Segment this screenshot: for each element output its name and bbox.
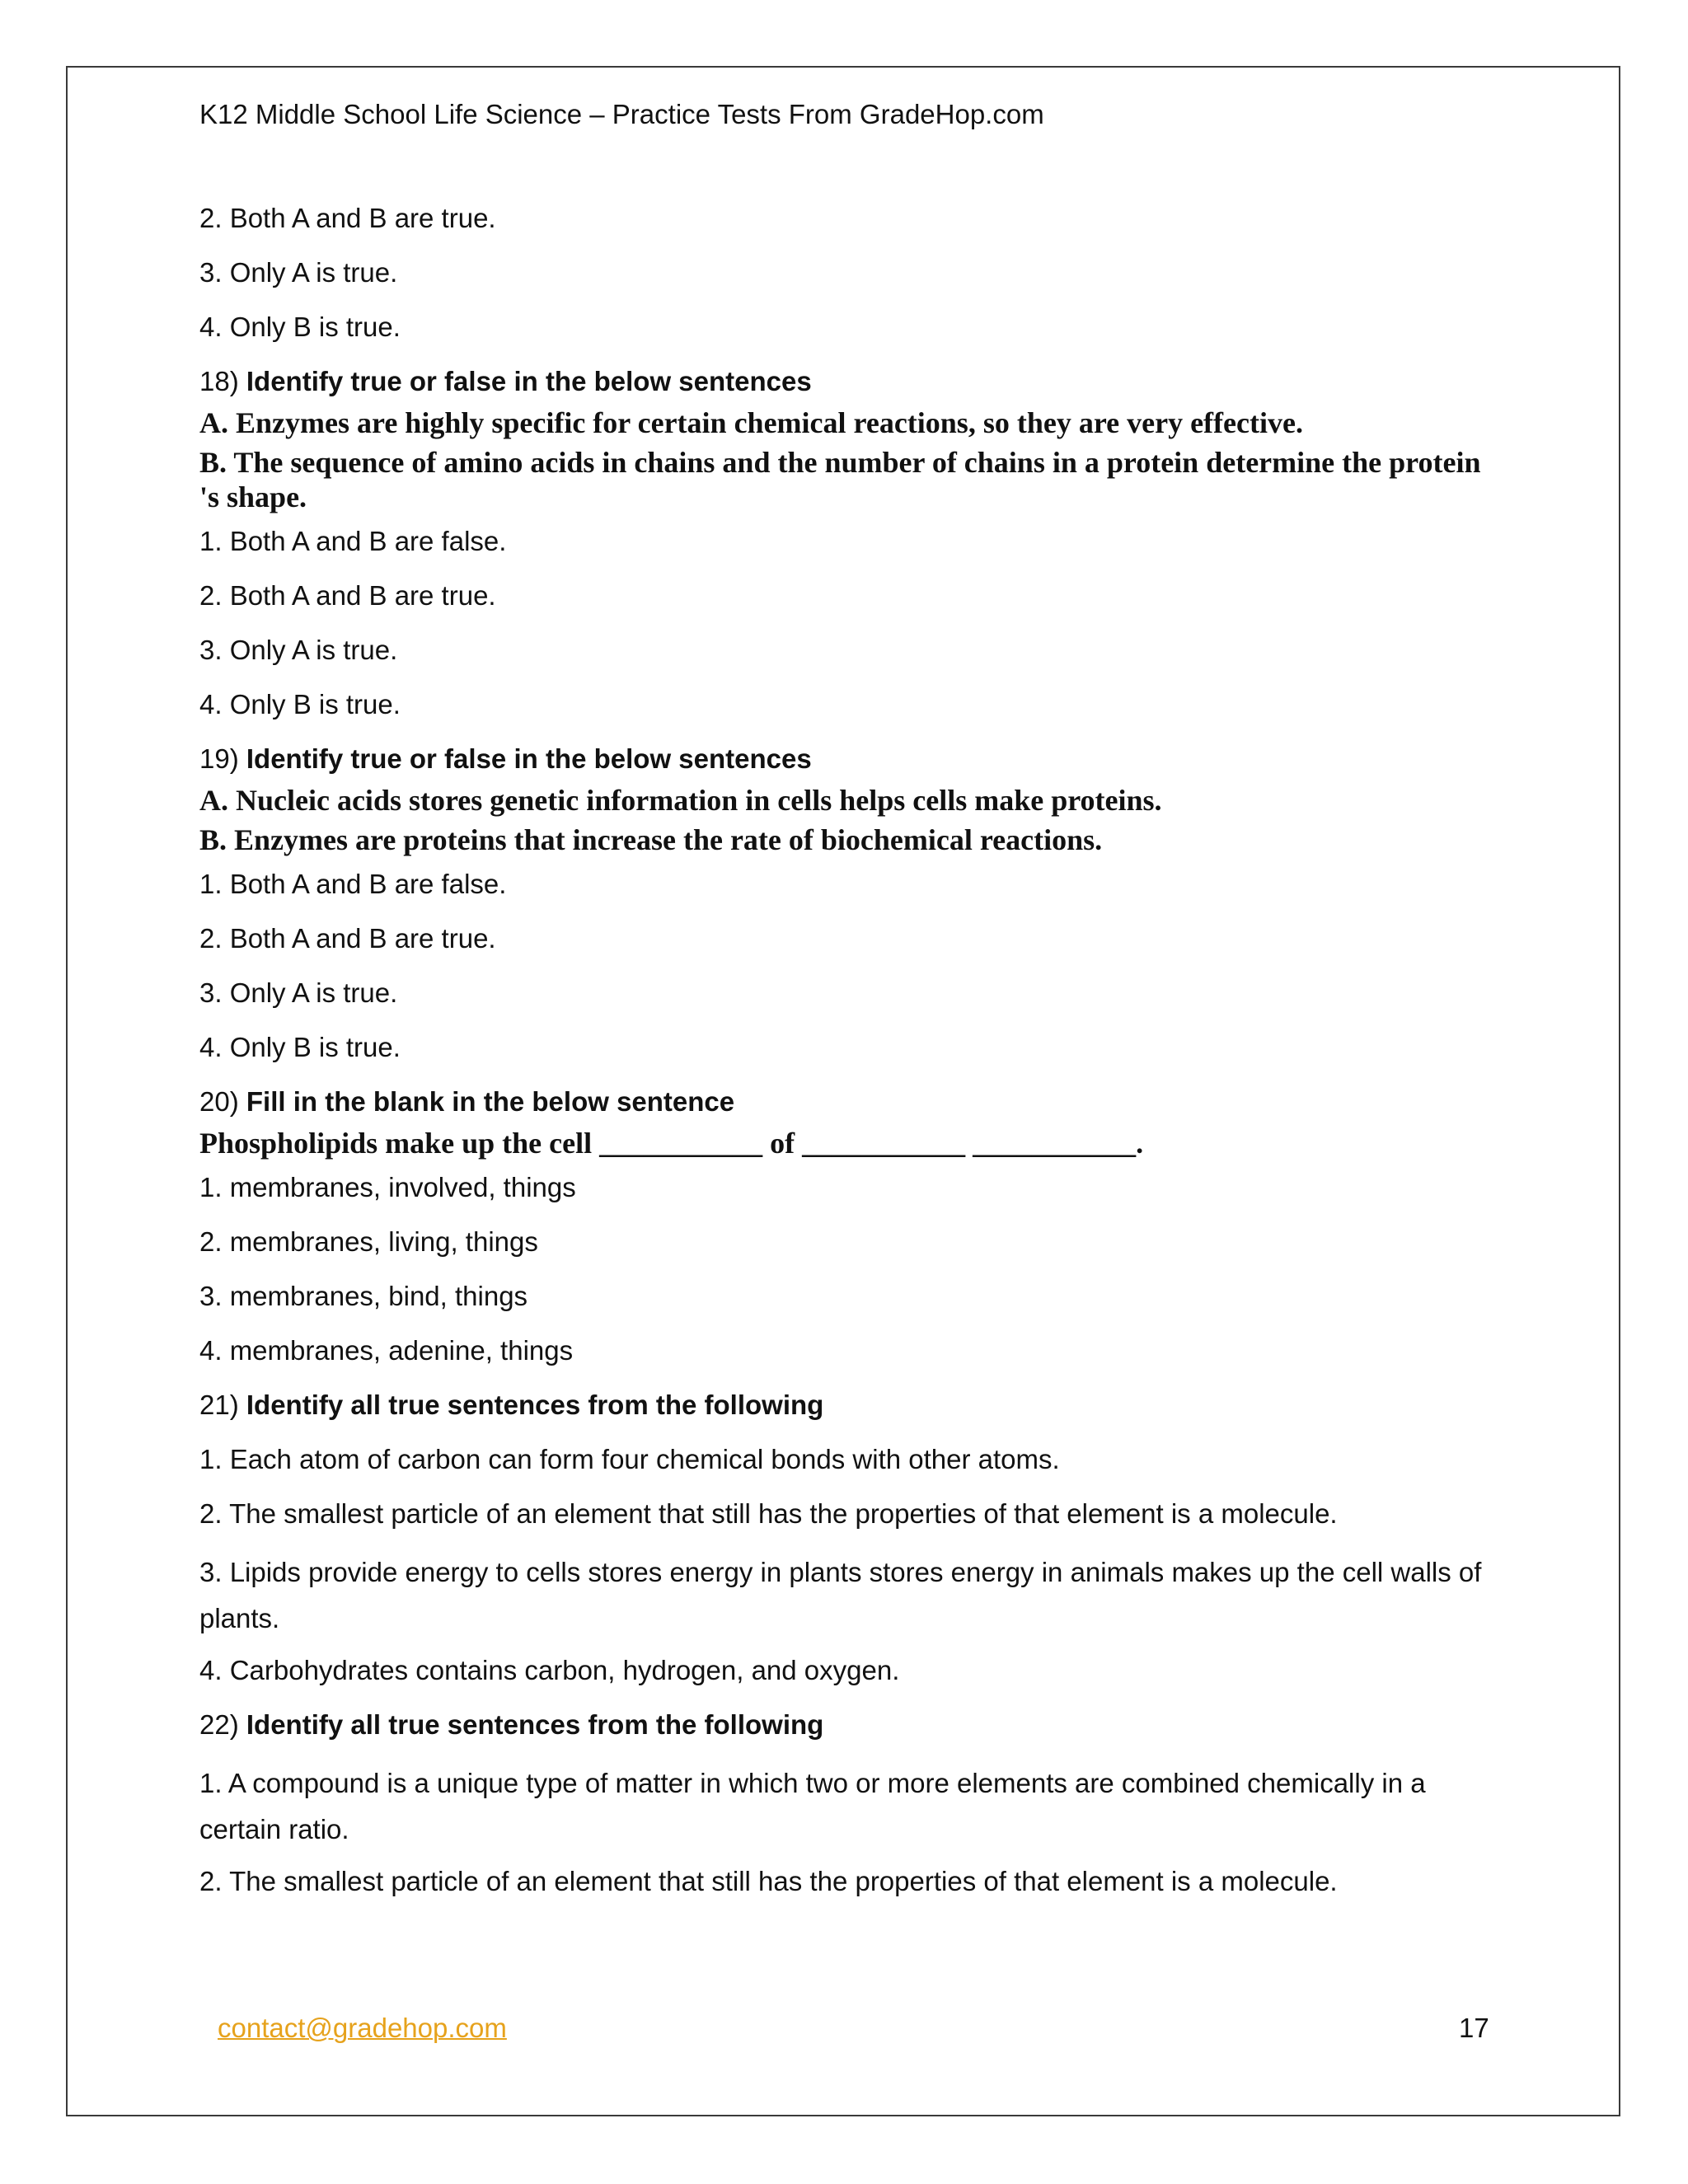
question-18 bbox=[199, 363, 1485, 724]
option: 4. Only B is true. bbox=[199, 1032, 401, 1062]
contact-email-link[interactable]: contact@gradehop.com bbox=[218, 2013, 507, 2043]
option: 2. The smallest particle of an element that still has the properties of that element is a molecule. bbox=[199, 1498, 1338, 1529]
statement-a: A. Nucleic acids stores genetic information in cells helps cells make proteins. bbox=[199, 784, 1162, 817]
question-number: 22) bbox=[199, 1709, 239, 1740]
option: 2. Both A and B are true. bbox=[199, 203, 496, 233]
question-21 bbox=[199, 1386, 1485, 1690]
page-header: K12 Middle School Life Science – Practice Tests From GradeHop.com bbox=[199, 99, 1044, 129]
question-19 bbox=[199, 740, 1485, 1066]
statement-a: A. Enzymes are highly specific for certain chemical reactions, so they are very effective. bbox=[199, 406, 1303, 439]
question-number: 19) bbox=[199, 743, 239, 774]
option: 1. A compound is a unique type of matter in which two or more elements are combined chemically in a certain ratio. bbox=[199, 1768, 1426, 1844]
option: 2. Both A and B are true. bbox=[199, 923, 496, 954]
question-heading bbox=[199, 1706, 1485, 1744]
option: 2. membranes, living, things bbox=[199, 1226, 538, 1257]
question-heading bbox=[199, 363, 1485, 401]
question-heading bbox=[199, 1083, 1485, 1121]
option: 1. Both A and B are false. bbox=[199, 526, 507, 556]
question-heading bbox=[199, 740, 1485, 778]
question-prompt: Identify all true sentences from the following bbox=[246, 1390, 824, 1420]
option: 3. Only A is true. bbox=[199, 635, 398, 665]
option: 2. The smallest particle of an element that still has the properties of that element is a molecule. bbox=[199, 1866, 1338, 1896]
option: 1. Each atom of carbon can form four chemical bonds with other atoms. bbox=[199, 1444, 1060, 1474]
option: 3. Only A is true. bbox=[199, 977, 398, 1008]
option: 4. membranes, adenine, things bbox=[199, 1335, 574, 1366]
question-prompt: Identify true or false in the below sentences bbox=[246, 743, 812, 774]
statement-b: B. The sequence of amino acids in chains and the number of chains in a protein determine the protein 's shape. bbox=[199, 446, 1481, 513]
question-number: 21) bbox=[199, 1390, 239, 1420]
option: 2. Both A and B are true. bbox=[199, 580, 496, 611]
question-number: 18) bbox=[199, 366, 239, 396]
question-prompt: Identify all true sentences from the following bbox=[246, 1709, 824, 1740]
page-content bbox=[199, 199, 1485, 1917]
option: 1. Both A and B are false. bbox=[199, 869, 507, 899]
question-20 bbox=[199, 1083, 1485, 1370]
page-number: 17 bbox=[1459, 2013, 1489, 2043]
statement-b: B. Enzymes are proteins that increase the rate of biochemical reactions. bbox=[199, 823, 1103, 856]
option: 4. Only B is true. bbox=[199, 312, 401, 342]
option: 3. Only A is true. bbox=[199, 257, 398, 288]
carryover-options bbox=[199, 199, 1485, 346]
question-heading bbox=[199, 1386, 1485, 1424]
question-22 bbox=[199, 1706, 1485, 1900]
question-prompt: Identify true or false in the below sentences bbox=[246, 366, 812, 396]
option: 4. Carbohydrates contains carbon, hydrogen, and oxygen. bbox=[199, 1655, 900, 1685]
option: 1. membranes, involved, things bbox=[199, 1172, 576, 1202]
question-prompt: Fill in the blank in the below sentence bbox=[246, 1086, 735, 1117]
question-number: 20) bbox=[199, 1086, 239, 1117]
option: 3. membranes, bind, things bbox=[199, 1281, 528, 1311]
option: 3. Lipids provide energy to cells stores energy in plants stores energy in animals makes up the cell walls of plants. bbox=[199, 1557, 1482, 1633]
fill-in-sentence: Phospholipids make up the cell ___________ of ___________ ___________. bbox=[199, 1127, 1144, 1160]
option: 4. Only B is true. bbox=[199, 689, 401, 719]
